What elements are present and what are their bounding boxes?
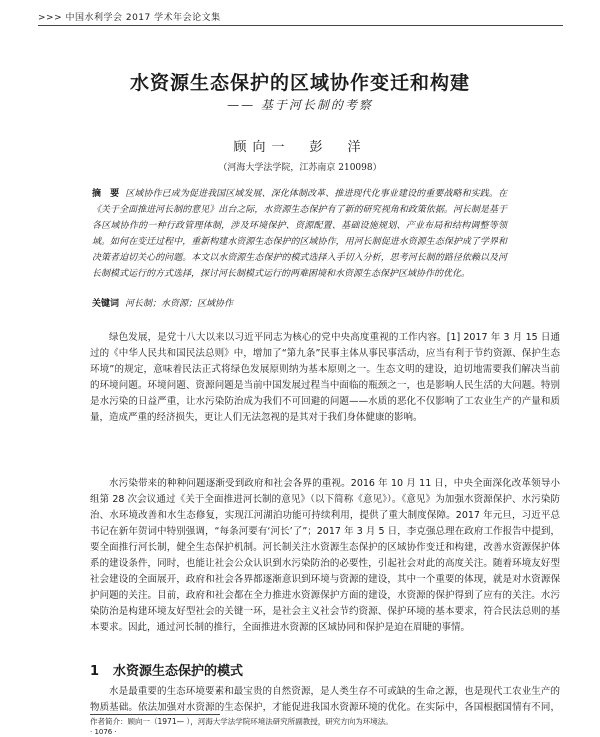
section-title: 水资源生态保护的模式 [113,664,244,679]
section-heading [90,660,243,679]
paper-title: 水资源生态保护的区域协作变迁和构建 [129,72,470,94]
body-paragraph-2: 水污染带来的种种问题逐渐受到政府和社会各界的重视。2016 年 10 月 11 日，中央全面深化改革领导小组第 28 次会议通过《关于全面推进河长制的意见》（以下简称《意见》）。《意见》为加强水资源保护、水污染防治、水环境改善和水生态修复，实现江河湖泊功能可持续利用，提供了重大制度保障。2017 年元旦，习近平总书记在新年贺词中特别强调，“每条河要有‘河长’了”；2017 年 3 月 5 日，李克强总理在政府工作报告中提到，要全面推行河长制，健全生态保护机制。河长制关注水资源生态保护的区域协作变迁和构建，改善水资源保护体系的建设条件，同时，也能让社会公众认识到水污染防治的必要性，引起社会对此的高度关注。随着环境友好型社会建设的全面展开，政府和社会各界都逐渐意识到环境与资源的建设，其中一个重要的体现，就是对水资源保护问题的关注。目前，政府和社会都在全力推进水资源保护方面的建设，水资源的保护得到了应有的关注。水污染防治是构建环境友好型社会的关键一环，是社会主义社会节约资源、保护环境的基本要求，符合民法总则的基本要求。因此，通过河长制的推行，全面推进水资源的区域协同和保护是迫在眉睫的事情。 [90,478,560,633]
running-header: >>> 中国水利学会 2017 学术年会论文集 [38,13,221,23]
paper-subtitle: —— 基于河长制的考察 [227,98,373,112]
abstract-label: 摘 要 [92,189,120,199]
footnote-rule [90,714,220,715]
section-number: 1 [90,664,100,679]
affiliation: （河海大学法学院，江苏南京 210098） [218,163,382,173]
abstract-text: 区域协作已成为促进我国区域发展、深化体制改革、推进现代化事业建设的重要战略和实践。在《关于全面推进河长制的意见》出台之际，水资源生态保护有了新的研究视角和政策依据。河长制是基于各区域协作的一种行政管理体制，涉及环境保护、资源配置、基础设施规划、产业布局和结构调整等领域。如何在变迁过程中，重新构建水资源生态保护的区域协作，用河长制促进水资源生态保护成了学界和决策者迫切关心的问题。本文以水资源生态保护的模式选择入手切入分析，思考河长制的路径依赖以及河长制模式运行的方式选择，探讨河长制模式运行的两难困境和水资源生态保护区域协作的优化。 [92,189,507,279]
header-rule [38,25,563,26]
body-paragraph-1: 绿色发展，是党十八大以来以习近平同志为核心的党中央高度重视的工作内容。[1] 2017 年 3 月 15 日通过的《中华人民共和国民法总则》中，增加了“第九条”民事主体从事民事活动，应当有利于节约资源、保护生态环境”的规定，意味着民法正式将绿色发展原则纳为基本原则之一。生态文明的建设，迫切地需要我们解决当前的环境问题。环境问题、资源问题是当前中国发展过程当中面临的瓶颈之一，也是影响人民生活的大问题。特别是水污染的日益严重，让水污染防治成为我们不可回避的问题——水质的恶化不仅影响了工农业生产的产量和质量，造成严重的经济损失，更让人们无法忽视的是其对于我们身体健康的影响。 [90,332,560,423]
keywords-label: 关键词 [92,299,120,309]
authors: 顾向一 彭 洋 [233,140,367,155]
page-number: · 1076 · [90,728,117,736]
keywords-text: 河长制；水资源；区域协作 [125,299,234,309]
keywords [92,297,507,311]
body-paragraph-3: 水是最重要的生态环境要素和最宝贵的自然资源，是人类生存不可或缺的生命之源，也是现代工农业生产的物质基础。依法加强对水资源的生态保护，才能促进我国水资源环境的优化。在实际中，各国根据国情有不同， [90,686,560,713]
footnote: 作者简介：顾向一（1971— ），河海大学法学院环境法研究所副教授，研究方向为环境法。 [90,717,393,726]
abstract [92,186,507,282]
